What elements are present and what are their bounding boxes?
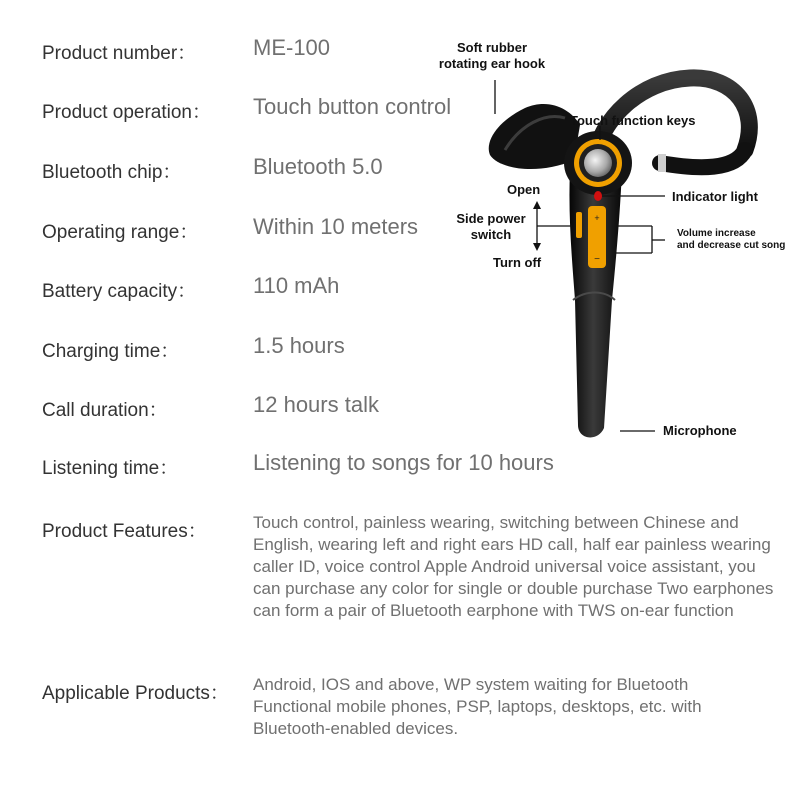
callout-ear-hook-line1: Soft rubber — [456, 40, 528, 55]
callout-side-power-line1: Side power — [456, 211, 526, 226]
side-power-switch — [576, 212, 582, 238]
callout-turn-off: Turn off — [493, 255, 542, 270]
spec-value-operating-range: Within 10 meters — [253, 214, 419, 239]
callout-indicator-light: Indicator light — [672, 189, 758, 204]
applicable-label: Applicable Products： — [42, 683, 229, 704]
callout-volume — [677, 228, 785, 252]
callout-side-power — [450, 211, 532, 243]
spec-value-bluetooth-chip: Bluetooth 5.0 — [253, 154, 383, 179]
spec-value-battery-capacity: 110 mAh — [253, 273, 340, 298]
indicator-light — [594, 191, 602, 201]
callout-open: Open — [507, 182, 541, 197]
features-label: Product Features： — [42, 521, 207, 542]
callout-ear-hook — [432, 40, 552, 72]
spec-label-charging-time: Charging time： — [42, 341, 180, 362]
spec-label-call-duration: Call duration： — [42, 400, 168, 421]
features-text: Touch control, painless wearing, switching between Chinese and English, wearing left and right ears HD call, half ear painless wearing caller ID, voice control Apple Android universal voice assistant, you can purchase any color for single or double purchase Two earphones can form a pair of Bluetooth earphone with TWS on-ear function — [253, 513, 774, 620]
arrow-up-icon — [533, 201, 541, 209]
callout-volume-line2: and decrease cut song — [677, 240, 786, 251]
spec-label-product-operation: Product operation： — [42, 102, 211, 123]
callout-touch-keys: Touch function keys — [570, 113, 696, 128]
volume-up-icon: + — [594, 213, 600, 223]
spec-value-product-operation: Touch button control — [253, 94, 452, 119]
callout-ear-hook-line2: rotating ear hook — [438, 56, 546, 71]
spec-value-call-duration: 12 hours talk — [253, 392, 379, 417]
callout-microphone: Microphone — [663, 423, 737, 438]
callout-side-power-line2: switch — [470, 227, 512, 242]
spec-value-product-number: ME-100 — [253, 35, 331, 60]
hook-joint-ring — [658, 154, 666, 172]
spec-label-operating-range: Operating range： — [42, 222, 199, 243]
spec-label-listening-time: Listening time： — [42, 458, 179, 479]
spec-value-charging-time: 1.5 hours — [253, 333, 345, 358]
spec-label-battery-capacity: Battery capacity： — [42, 281, 197, 302]
touch-key — [584, 149, 612, 177]
callout-volume-line1: Volume increase — [677, 228, 756, 239]
volume-down-icon: − — [594, 254, 600, 265]
spec-value-listening-time: Listening to songs for 10 hours — [253, 450, 554, 475]
spec-label-product-number: Product number： — [42, 43, 197, 64]
spec-label-bluetooth-chip: Bluetooth chip： — [42, 162, 182, 183]
arrow-down-icon — [533, 243, 541, 251]
applicable-text: Android, IOS and above, WP system waiting for Bluetooth Functional mobile phones, PSP, laptops, desktops, etc. with Bluetooth-enabled devices. — [253, 675, 702, 738]
